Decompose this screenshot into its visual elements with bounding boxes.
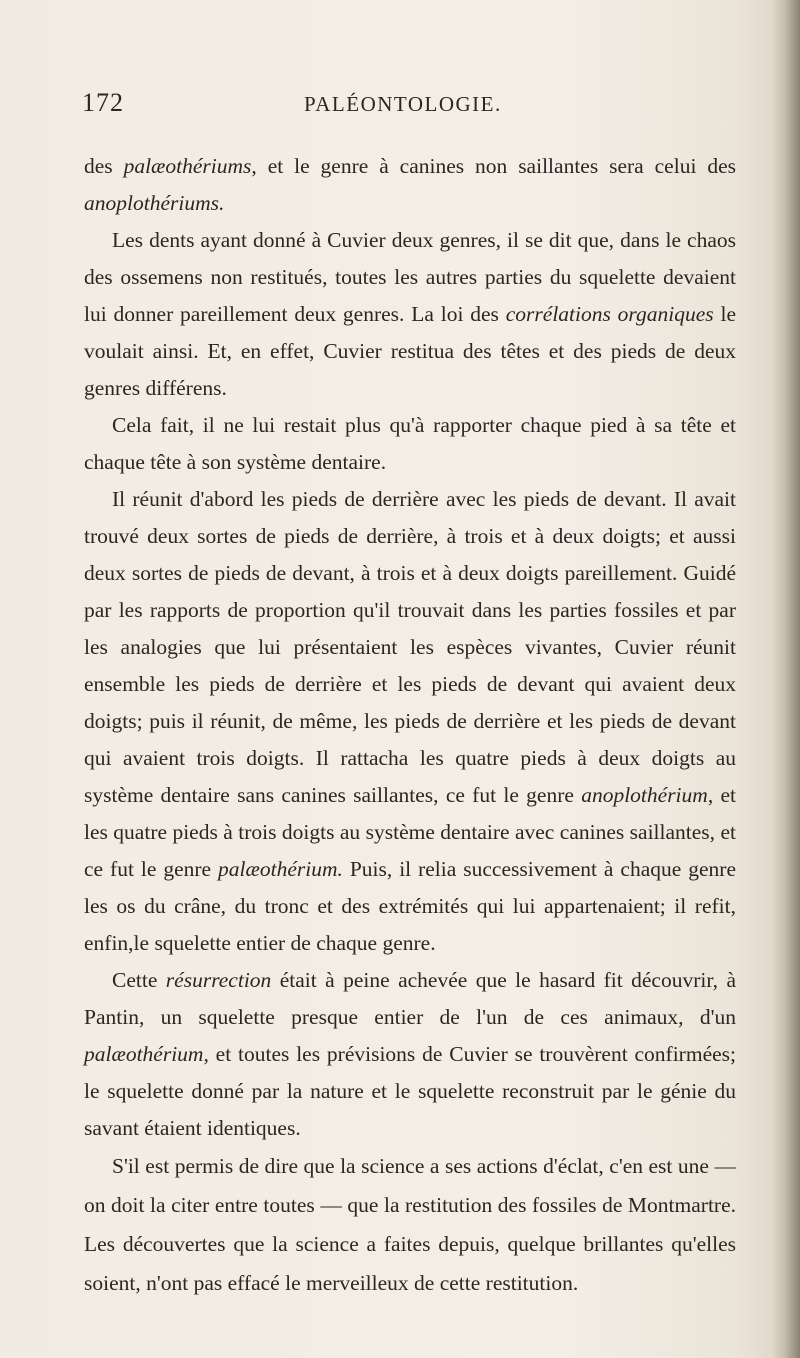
italic-term: corrélations organiques <box>505 302 714 326</box>
text-run: S'il est permis de dire que la science a ses actions d'éclat, c'en est une — on doit la citer entre toutes — que la restitution des fossiles de Montmartre. Les découvertes que la science a faites depuis, quelque brillantes qu'elles soient, n'ont pas effacé le merveilleux de cette restitution. <box>84 1154 736 1295</box>
paragraph <box>84 481 736 962</box>
page-binding-shadow <box>772 0 800 1358</box>
italic-term: palæothériums <box>123 154 252 178</box>
italic-term: résurrection <box>165 968 272 992</box>
page-header <box>82 88 722 128</box>
text-run: Les dents ayant donné à Cuvier deux genres, il se dit que, dans le chaos des ossemens non restitués, toutes les autres parties du squelette devaient lui donner pareillement deux genres. La loi des <box>84 228 736 326</box>
paragraph <box>84 222 736 407</box>
text-run: était à peine achevée que le hasard fit découvrir, à Pantin, un squelette presque entier de l'un de ces animaux, d'un <box>84 968 736 1029</box>
text-run: Puis, il relia successivement à chaque genre les os du crâne, du tronc et des extrémités qui lui appartenaient; il refit, enfin,le squelette entier de chaque genre. <box>84 857 736 955</box>
text-run: , et les quatre pieds à trois doigts au système dentaire avec canines saillantes, et ce fut le genre <box>84 783 736 881</box>
paragraph <box>84 148 736 222</box>
text-run: des <box>84 154 124 178</box>
text-run: , et le genre à canines non saillantes sera celui des <box>251 154 736 178</box>
italic-term: anoplothériums. <box>84 191 225 215</box>
text-run: Cela fait, il ne lui restait plus qu'à rapporter chaque pied à sa tête et chaque tête à son système dentaire. <box>84 413 736 474</box>
paragraph <box>84 407 736 481</box>
text-run: Il réunit d'abord les pieds de derrière avec les pieds de devant. Il avait trouvé deux sortes de pieds de derrière, à trois et à deux doigts; et aussi deux sortes de pieds de devant, à trois et à deux doigts pareillement. Guidé par les rapports de proportion qu'il trouvait dans les parties fossiles et par les analogies que lui présentaient les espèces vivantes, Cuvier réunit ensemble les pieds de derrière et les pieds de devant qui avaient deux doigts; puis il réunit, de même, les pieds de derrière et les pieds de devant qui avaient trois doigts. Il rattacha les quatre pieds à deux doigts au système dentaire sans canines saillantes, ce fut le genre <box>84 487 736 807</box>
text-run: le voulait ainsi. Et, en effet, Cuvier restitua des têtes et des pieds de deux genres différens. <box>84 302 736 400</box>
body-text <box>84 148 736 1303</box>
italic-term: palæothérium. <box>218 857 343 881</box>
page-number: 172 <box>82 88 124 117</box>
text-run: Cette <box>112 968 166 992</box>
italic-term: anoplothérium <box>581 783 708 807</box>
text-run: , et toutes les prévisions de Cuvier se trouvèrent confirmées; le squelette donné par la nature et le squelette reconstruit par le génie du savant étaient identiques. <box>84 1042 736 1140</box>
paragraph <box>84 962 736 1147</box>
italic-term: palæothérium <box>84 1042 204 1066</box>
running-title: PALÉONTOLOGIE. <box>304 92 502 116</box>
paragraph <box>84 1147 736 1303</box>
